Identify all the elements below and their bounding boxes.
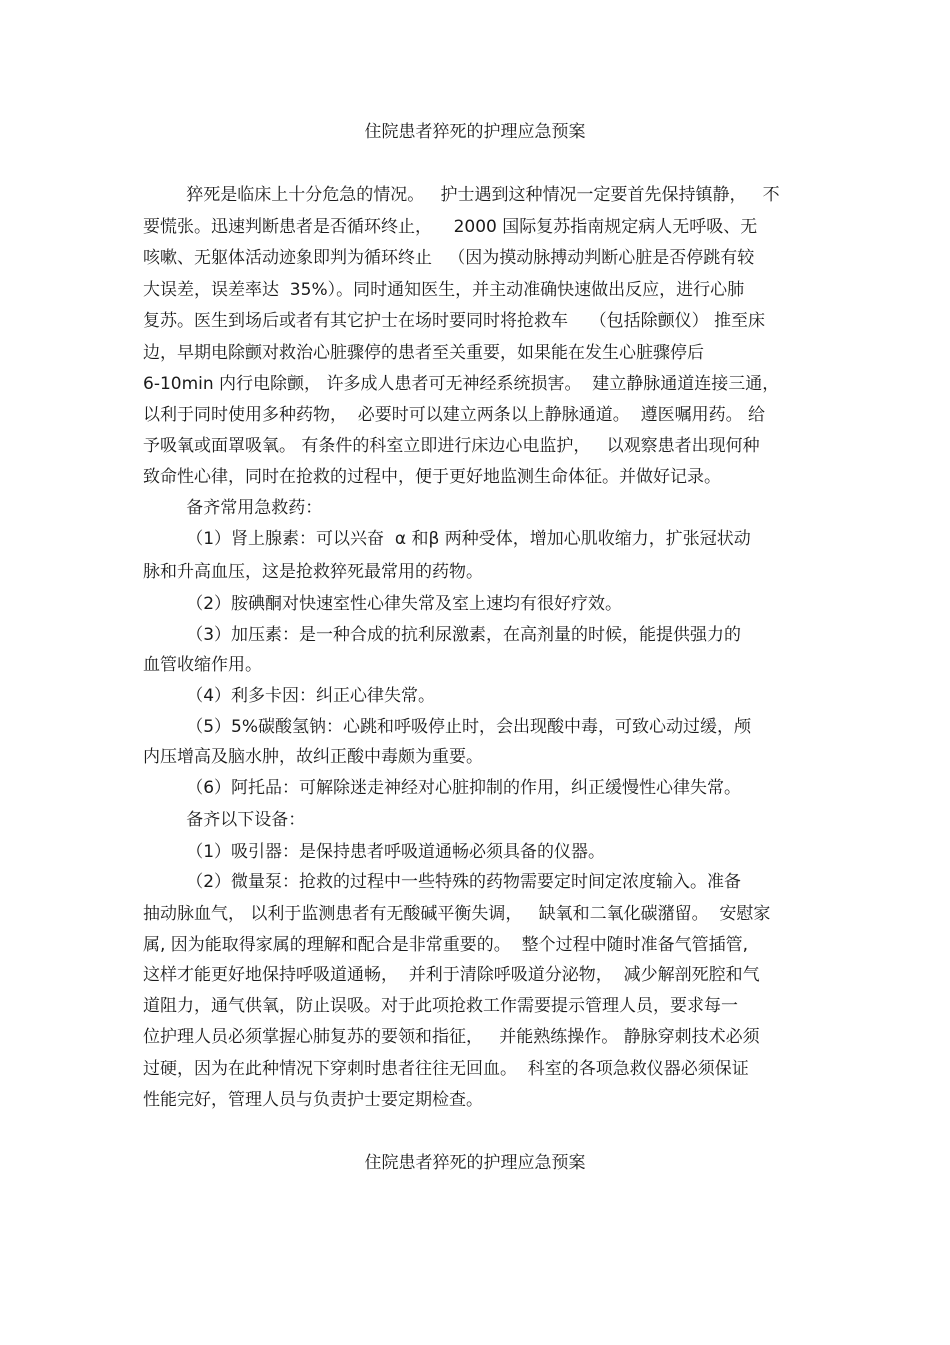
list-item: （2）微量泵：抢救的过程中一些特殊的药物需要定时间定浓度输入。准备	[143, 872, 742, 892]
list-item: （5）5%碳酸氢钠：心跳和呼吸停止时，会出现酸中毒，可致心动过缓，颅	[143, 717, 752, 737]
text-line: 予吸氧或面罩吸氧。 有条件的科室立即进行床边心电监护， 以观察患者出现何种	[143, 436, 760, 456]
text-line: 道阻力，通气供氧，防止误吸。对于此项抢救工作需要提示管理人员，要求每一	[143, 996, 738, 1016]
text-line: 过硬，因为在此种情况下穿刺时患者往往无回血。 科室的各项急救仪器必须保证	[143, 1059, 749, 1079]
text-line: 以利于同时使用多种药物， 必要时可以建立两条以上静脉通道。 遵医嘱用药。 给	[143, 405, 766, 425]
list-item: （3）加压素：是一种合成的抗利尿激素，在高剂量的时候，能提供强力的	[143, 625, 742, 645]
text-line: 大误差，误差率达 35%）。同时通知医生，并主动准确快速做出反应，进行心肺	[143, 280, 745, 300]
footer-title: 住院患者猝死的护理应急预案	[364, 1153, 586, 1173]
text-line: 属, 因为能取得家属的理解和配合是非常重要的。 整个过程中随时准备气管插管,	[143, 935, 749, 955]
text-line: 边，早期电除颤对救治心脏骤停的患者至关重要，如果能在发生心脏骤停后	[143, 343, 704, 363]
text-line: 抽动脉血气， 以利于监测患者有无酸碱平衡失调， 缺氧和二氧化碳潴留。 安慰家	[143, 904, 771, 924]
text-line: 致命性心律，同时在抢救的过程中，便于更好地监测生命体征。并做好记录。	[143, 467, 721, 487]
text-line: 咳嗽、无躯体活动迹象即判为循环终止 （因为摸动脉搏动判断心脏是否停跳有较	[143, 248, 755, 268]
section-heading: 备齐常用急救药：	[143, 498, 323, 518]
text-line: 猝死是临床上十分危急的情况。 护士遇到这种情况一定要首先保持镇静， 不	[143, 185, 780, 205]
text-line: 内压增高及脑水肿，故纠正酸中毒颇为重要。	[143, 747, 483, 767]
page-title: 住院患者猝死的护理应急预案	[364, 122, 586, 142]
text-line: 要慌张。迅速判断患者是否循环终止， 2000 国际复苏指南规定病人无呼吸、无	[143, 217, 758, 237]
text-line: 复苏。医生到场后或者有其它护士在场时要同时将抢救车 （包括除颤仪） 推至床	[143, 311, 766, 331]
text-line: 位护理人员必须掌握心肺复苏的要领和指征， 并能熟练操作。 静脉穿刺技术必须	[143, 1027, 760, 1047]
text-line: 这样才能更好地保持呼吸道通畅， 并利于清除呼吸道分泌物， 减少解剖死腔和气	[143, 965, 760, 985]
list-item: （4）利多卡因：纠正心律失常。	[143, 686, 436, 706]
text-line: 性能完好，管理人员与负责护士要定期检查。	[143, 1090, 483, 1110]
text-line: 6-10min 内行电除颤， 许多成人患者可无神经系统损害。 建立静脉通道连接三通，	[143, 374, 780, 394]
list-item: （1）肾上腺素：可以兴奋 α 和β 两种受体，增加心肌收缩力，扩张冠状动	[143, 529, 751, 549]
list-item: （1）吸引器：是保持患者呼吸道通畅必须具备的仪器。	[143, 842, 606, 862]
list-item: （6）阿托品：可解除迷走神经对心脏抑制的作用，纠正缓慢性心律失常。	[143, 778, 742, 798]
section-heading: 备齐以下设备：	[143, 810, 306, 830]
text-line: 脉和升高血压，这是抢救猝死最常用的药物。	[143, 562, 483, 582]
text-line: 血管收缩作用。	[143, 655, 262, 675]
list-item: （2）胺碘酮对快速室性心律失常及室上速均有很好疗效。	[143, 594, 623, 614]
